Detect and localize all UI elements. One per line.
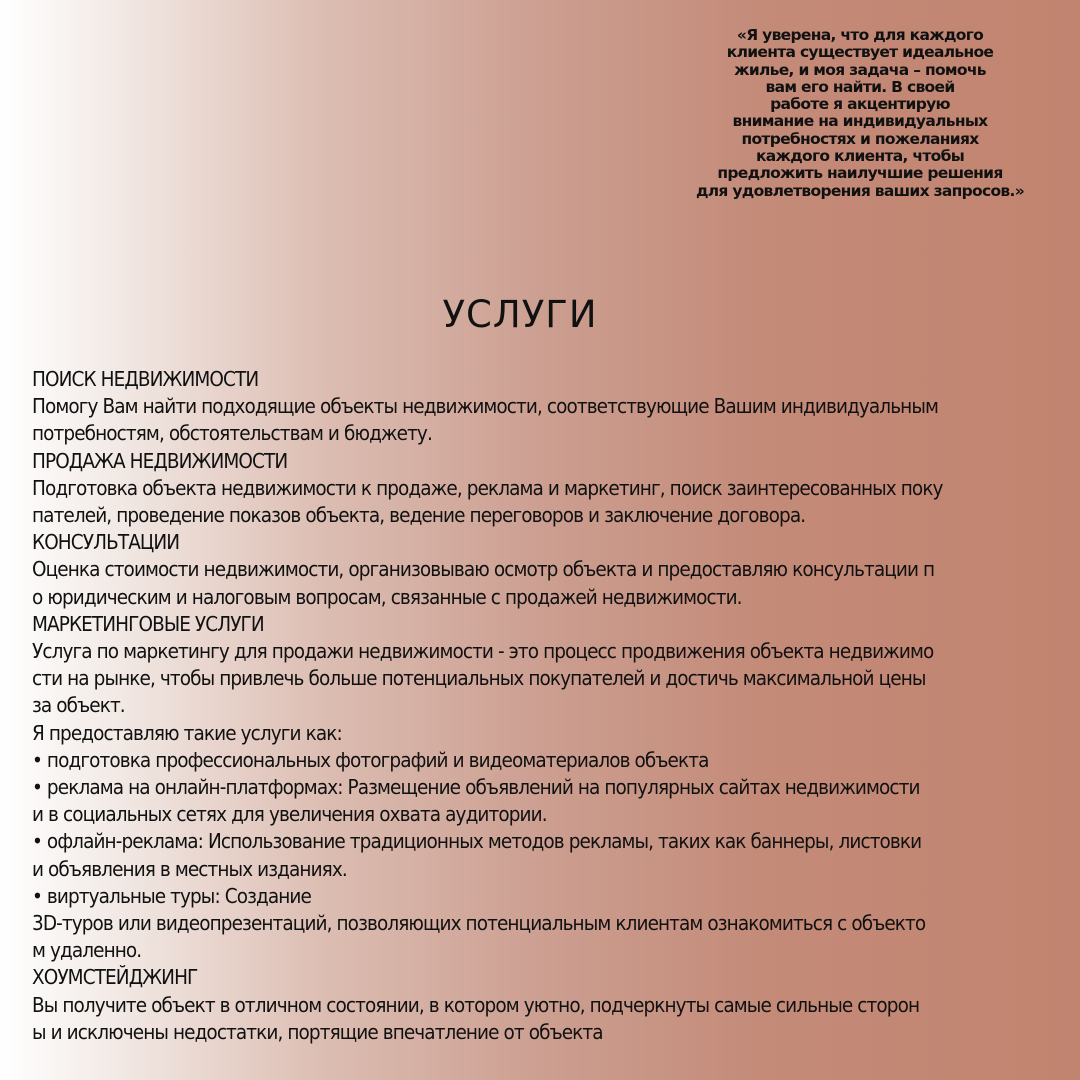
- quote-line: каждого клиента, чтобы: [755, 147, 965, 166]
- quote-line: внимание на индивидуальных: [732, 112, 988, 131]
- text-line: Услуга по маркетингу для продажи недвижимости - это процесс продвижения объекта недвижимо: [32, 639, 934, 664]
- text-line: пателей, проведение показов объекта, ведение переговоров и заключение договора.: [32, 503, 806, 528]
- text-line: Я предоставляю такие услуги как:: [32, 720, 342, 745]
- quote-line: работе я акцентирую: [770, 95, 950, 114]
- section-heading-property-search: ПОИСК НЕДВИЖИМОСТИ: [32, 367, 259, 391]
- text-line: Оценка стоимости недвижимости, организовываю осмотр объекта и предоставляю консультации п: [32, 557, 935, 582]
- text-line: 3D-туров или видеопрезентаций, позволяющих потенциальным клиентам ознакомиться с объекто: [32, 911, 926, 936]
- section-heading-consultations: КОНСУЛЬТАЦИИ: [32, 530, 180, 555]
- bullet-item: • офлайн-реклама: Использование традиционных методов рекламы, таких как баннеры, листовки: [32, 829, 922, 854]
- quote-line: для удовлетворения ваших запросов.»: [695, 181, 1025, 200]
- bullet-item: • подготовка профессиональных фотографий и видеоматериалов объекта: [32, 747, 709, 772]
- quote-line: вам его найти. В своей: [765, 77, 955, 96]
- quote-line: жилье, и моя задача – помочь: [734, 60, 986, 79]
- quote-block: [650, 27, 1070, 200]
- section-heading-property-sale: ПРОДАЖА НЕДВИЖИМОСТИ: [32, 448, 288, 473]
- page-title: УСЛУГИ: [442, 293, 598, 336]
- bullet-item: • виртуальные туры: Создание: [32, 883, 311, 908]
- quote-line: «Я уверена, что для каждого: [736, 26, 984, 44]
- text-line: за объект.: [32, 693, 125, 718]
- text-line: м удаленно.: [32, 938, 142, 963]
- quote-line: клиента существует идеальное: [726, 43, 994, 62]
- section-heading-homestaging: ХОУМСТЕЙДЖИНГ: [32, 965, 198, 990]
- text-line: Помогу Вам найти подходящие объекты недвижимости, соответствующие Вашим индивидуальным: [32, 394, 938, 419]
- text-line: Вы получите объект в отличном состоянии, в котором уютно, подчеркнуты самые сильные сторон: [32, 992, 920, 1017]
- text-line: сти на рынке, чтобы привлечь больше потенциальных покупателей и достичь максимальной цены: [32, 666, 926, 691]
- text-line: о юридическим и налоговым вопросам, связанные с продажей недвижимости.: [32, 584, 742, 609]
- text-line: Подготовка объекта недвижимости к продаже, реклама и маркетинг, поиск заинтересованных поку: [32, 475, 943, 500]
- quote-line: предложить наилучшие решения: [717, 164, 1003, 183]
- quote-line: потребностях и пожеланиях: [741, 129, 979, 148]
- text-line: и в социальных сетях для увеличения охвата аудитории.: [32, 802, 547, 827]
- bullet-item: • реклама на онлайн-платформах: Размещение объявлений на популярных сайтах недвижимости: [32, 775, 920, 800]
- text-line: ы и исключены недостатки, портящие впечатление от объекта: [32, 1019, 603, 1044]
- text-line: и объявления в местных изданиях.: [32, 856, 347, 881]
- services-text: [32, 366, 1072, 1046]
- text-line: потребностям, обстоятельствам и бюджету.: [32, 421, 432, 446]
- section-heading-marketing: МАРКЕТИНГОВЫЕ УСЛУГИ: [32, 611, 264, 636]
